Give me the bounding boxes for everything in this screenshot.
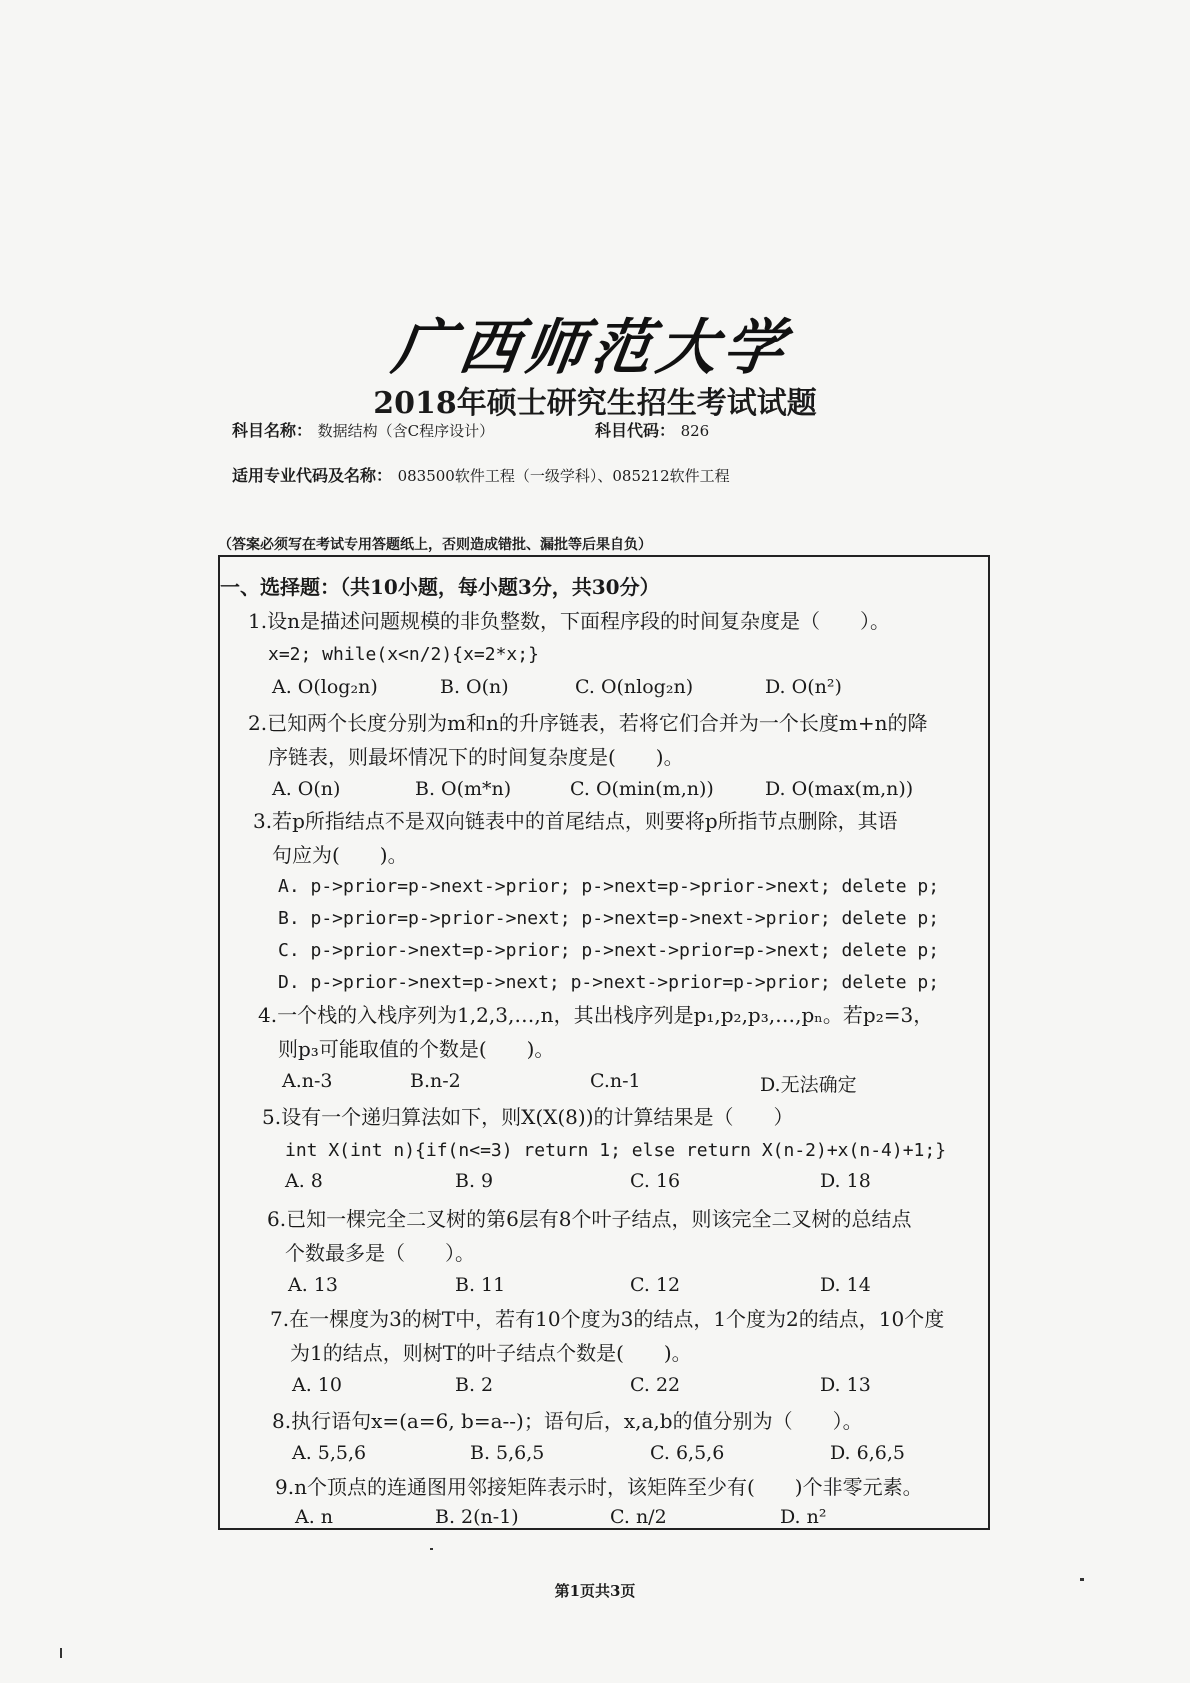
question-7-text-line-2: 为1的结点，则树T的叶子结点个数是( )。 bbox=[290, 1341, 692, 1365]
question-4-option-d: D.无法确定 bbox=[760, 1074, 857, 1096]
question-9-option-a: A. n bbox=[295, 1506, 334, 1528]
question-6-option-b: B. 11 bbox=[455, 1274, 506, 1296]
question-3-option-b: B. p->prior=p->prior->next; p->next=p->next->prior; delete p; bbox=[278, 908, 940, 929]
question-1-code: x=2; while(x<n/2){x=2*x;} bbox=[268, 644, 539, 665]
major-value: 083500软件工程（一级学科）、085212软件工程 bbox=[397, 467, 730, 485]
question-7-option-b: B. 2 bbox=[455, 1374, 494, 1396]
question-2-option-b: B. O(m*n) bbox=[415, 778, 512, 800]
question-8-option-b: B. 5,6,5 bbox=[470, 1442, 545, 1464]
question-6-text-line-2: 个数最多是（ ）。 bbox=[285, 1241, 475, 1265]
question-1-text: 1.设n是描述问题规模的非负整数，下面程序段的时间复杂度是（ ）。 bbox=[248, 609, 890, 633]
question-6-option-a: A. 13 bbox=[288, 1274, 338, 1296]
question-8-option-c: C. 6,5,6 bbox=[650, 1442, 725, 1464]
question-1-option-c: C. O(nlog₂n) bbox=[575, 676, 694, 698]
question-4-option-b: B.n-2 bbox=[410, 1070, 461, 1092]
question-3-text-line-1: 3.若p所指结点不是双向链表中的首尾结点，则要将p所指节点删除，其语 bbox=[253, 809, 898, 833]
question-7-option-c: C. 22 bbox=[630, 1374, 681, 1396]
question-8-option-d: D. 6,6,5 bbox=[830, 1442, 905, 1464]
question-6-option-c: C. 12 bbox=[630, 1274, 681, 1296]
scan-speck bbox=[60, 1648, 62, 1658]
question-4-option-c: C.n-1 bbox=[590, 1070, 641, 1092]
major-label: 适用专业代码及名称： bbox=[232, 466, 393, 485]
exam-title: 2018年硕士研究生招生考试试题 bbox=[373, 386, 817, 421]
major-field bbox=[232, 463, 730, 486]
question-2-text-line-1: 2.已知两个长度分别为m和n的升序链表，若将它们合并为一个长度m+n的降 bbox=[248, 711, 928, 735]
question-8-option-a: A. 5,5,6 bbox=[292, 1442, 367, 1464]
question-5-option-b: B. 9 bbox=[455, 1170, 494, 1192]
question-6-text-line-1: 6.已知一棵完全二叉树的第6层有8个叶子结点，则该完全二叉树的总结点 bbox=[267, 1207, 912, 1231]
question-3-text-line-2: 句应为( )。 bbox=[272, 843, 408, 867]
question-2-text-line-2: 序链表，则最坏情况下的时间复杂度是( )。 bbox=[268, 745, 684, 769]
question-7-text-line-1: 7.在一棵度为3的树T中，若有10个度为3的结点，1个度为2的结点，10个度 bbox=[270, 1307, 945, 1331]
subject-label: 科目名称： bbox=[232, 421, 313, 440]
question-8-text: 8.执行语句x=(a=6, b=a--)；语句后，x,a,b的值分别为（ ）。 bbox=[272, 1409, 863, 1433]
question-2-option-a: A. O(n) bbox=[272, 778, 341, 800]
answer-notice: （答案必须写在考试专用答题纸上，否则造成错批、漏批等后果自负） bbox=[218, 537, 652, 553]
question-5-option-a: A. 8 bbox=[285, 1170, 323, 1192]
question-7-option-a: A. 10 bbox=[292, 1374, 342, 1396]
question-1-option-b: B. O(n) bbox=[440, 676, 509, 698]
question-4-option-a: A.n-3 bbox=[282, 1070, 333, 1092]
question-2-option-c: C. O(min(m,n)) bbox=[570, 778, 714, 800]
university-logo: 广西师范大学 bbox=[388, 313, 795, 383]
code-value: 826 bbox=[680, 422, 710, 440]
question-9-option-b: B. 2(n-1) bbox=[435, 1506, 519, 1528]
question-9-text: 9.n个顶点的连通图用邻接矩阵表示时，该矩阵至少有( )个非零元素。 bbox=[275, 1475, 923, 1499]
section-title: 一、选择题：（共10小题，每小题3分，共30分） bbox=[220, 575, 660, 599]
page-number: 第1页共3页 bbox=[554, 1582, 636, 1600]
question-5-option-c: C. 16 bbox=[630, 1170, 681, 1192]
code-label: 科目代码： bbox=[595, 421, 676, 440]
question-2-option-d: D. O(max(m,n)) bbox=[765, 778, 914, 800]
subject-name: 数据结构（含C程序设计） bbox=[317, 422, 495, 440]
question-3-option-c: C. p->prior->next=p->prior; p->next->prior=p->next; delete p; bbox=[278, 940, 940, 961]
code-field bbox=[595, 418, 709, 441]
question-4-text-line-2: 则p₃可能取值的个数是( )。 bbox=[278, 1037, 555, 1061]
question-4-text-line-1: 4.一个栈的入栈序列为1,2,3,…,n，其出栈序列是p₁,p₂,p₃,…,pₙ。若p₂=3， bbox=[258, 1003, 934, 1027]
question-1-option-a: A. O(log₂n) bbox=[272, 676, 378, 698]
question-5-text: 5.设有一个递归算法如下，则X(X(8))的计算结果是（ ） bbox=[262, 1105, 794, 1129]
question-9-option-c: C. n/2 bbox=[610, 1506, 667, 1528]
question-1-option-d: D. O(n²) bbox=[765, 676, 842, 698]
subject-field bbox=[232, 418, 494, 441]
question-5-option-d: D. 18 bbox=[820, 1170, 871, 1192]
question-3-option-d: D. p->prior->next=p->next; p->next->prior=p->prior; delete p; bbox=[278, 972, 940, 993]
question-5-code: int X(int n){if(n<=3) return 1; else return X(n-2)+x(n-4)+1;} bbox=[285, 1140, 947, 1161]
question-3-option-a: A. p->prior=p->next->prior; p->next=p->prior->next; delete p; bbox=[278, 876, 940, 897]
scan-speck bbox=[430, 1548, 433, 1550]
question-7-option-d: D. 13 bbox=[820, 1374, 871, 1396]
scan-speck bbox=[1080, 1578, 1084, 1581]
question-9-option-d: D. n² bbox=[780, 1506, 827, 1528]
question-6-option-d: D. 14 bbox=[820, 1274, 871, 1296]
